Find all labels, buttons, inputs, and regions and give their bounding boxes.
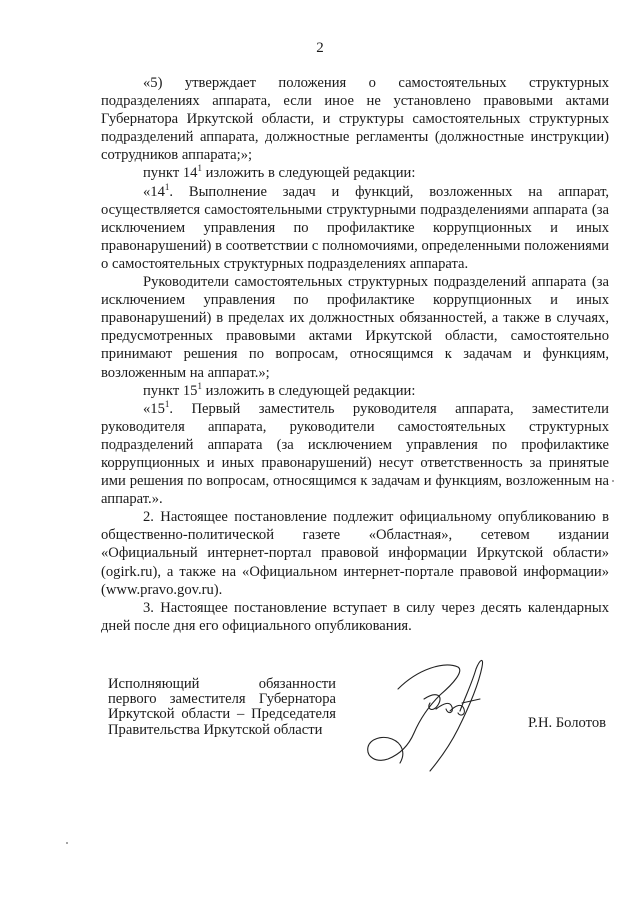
signatory-title-line: Правительства Иркутской области	[108, 721, 323, 738]
document-body	[101, 74, 609, 635]
signatory-title-line: Иркутской области – Председателя	[108, 706, 336, 723]
signatory-title-line: первого заместителя Губернатора	[108, 691, 336, 708]
paragraph-publication: 2. Настоящее постановление подлежит официальному опубликованию в общественно-политической газете «Областная», сетевом издании «Официальный интернет-портал правовой информации Иркутской области» (ogirk.ru), а также на «Официальном интернет-портале правовой информации» (www.pravo.gov.ru).	[101, 509, 609, 598]
paragraph-point-15-1: «$15^1$. Первый заместитель руководителя аппарата, заместители руководителя аппарата, руководители самостоятельных структурных подразделений аппарата (за исключением управления по профилактике коррупционных и иных правонарушений) несут ответственность за принятые ими решения по вопросам, относящимся к задачам и функциям, возложенным на аппарат.».	[101, 398, 609, 508]
signer-name: Р.Н. Болотов	[528, 715, 607, 731]
scan-speck	[612, 480, 614, 482]
scan-speck	[66, 842, 68, 844]
page-number: 2	[316, 40, 324, 56]
handwritten-signature	[340, 655, 490, 775]
paragraph-heads-of-divisions: Руководители самостоятельных структурных подразделений аппарата (за исключением управления по профилактике коррупционных и иных правонарушений) в пределах их должностных обязанностей, а также в случаях, предусмотренных правовыми актами Иркутской области, самостоятельно принимают решения по вопросам, относящимся к задачам и функциям, возложенным на аппарат.»;	[101, 274, 609, 381]
signatory-title	[108, 677, 336, 738]
paragraph-entry-into-force: 3. Настоящее постановление вступает в силу через десять календарных дней после дня его официального опубликования.	[101, 599, 609, 634]
signatory-title-line: Исполняющий обязанности	[108, 676, 336, 692]
paragraph-point-14-1: «$14^1$. Выполнение задач и функций, возложенных на аппарат, осуществляется самостоятельными структурными подразделениями аппарата (за исключением управления по профилактике коррупционных и иных правонарушений) в соответствии с полномочиями, определенными положениями о самостоятельных структурных подразделениях аппарата.	[101, 181, 609, 272]
paragraph-amend-point-15-1: пункт $15^1$ изложить в следующей редакции:	[143, 380, 416, 399]
paragraph-amend-point-14-1: пункт $14^1$ изложить в следующей редакции:	[143, 163, 416, 182]
paragraph-clause-5: «5) утверждает положения о самостоятельных структурных подразделениях аппарата, если иное не установлено правовыми актами Губернатора Иркутской области, и структуры самостоятельных структурных подразделений аппарата, должностные регламенты (должностные инструкции) сотрудников аппарата;»;	[101, 75, 609, 164]
